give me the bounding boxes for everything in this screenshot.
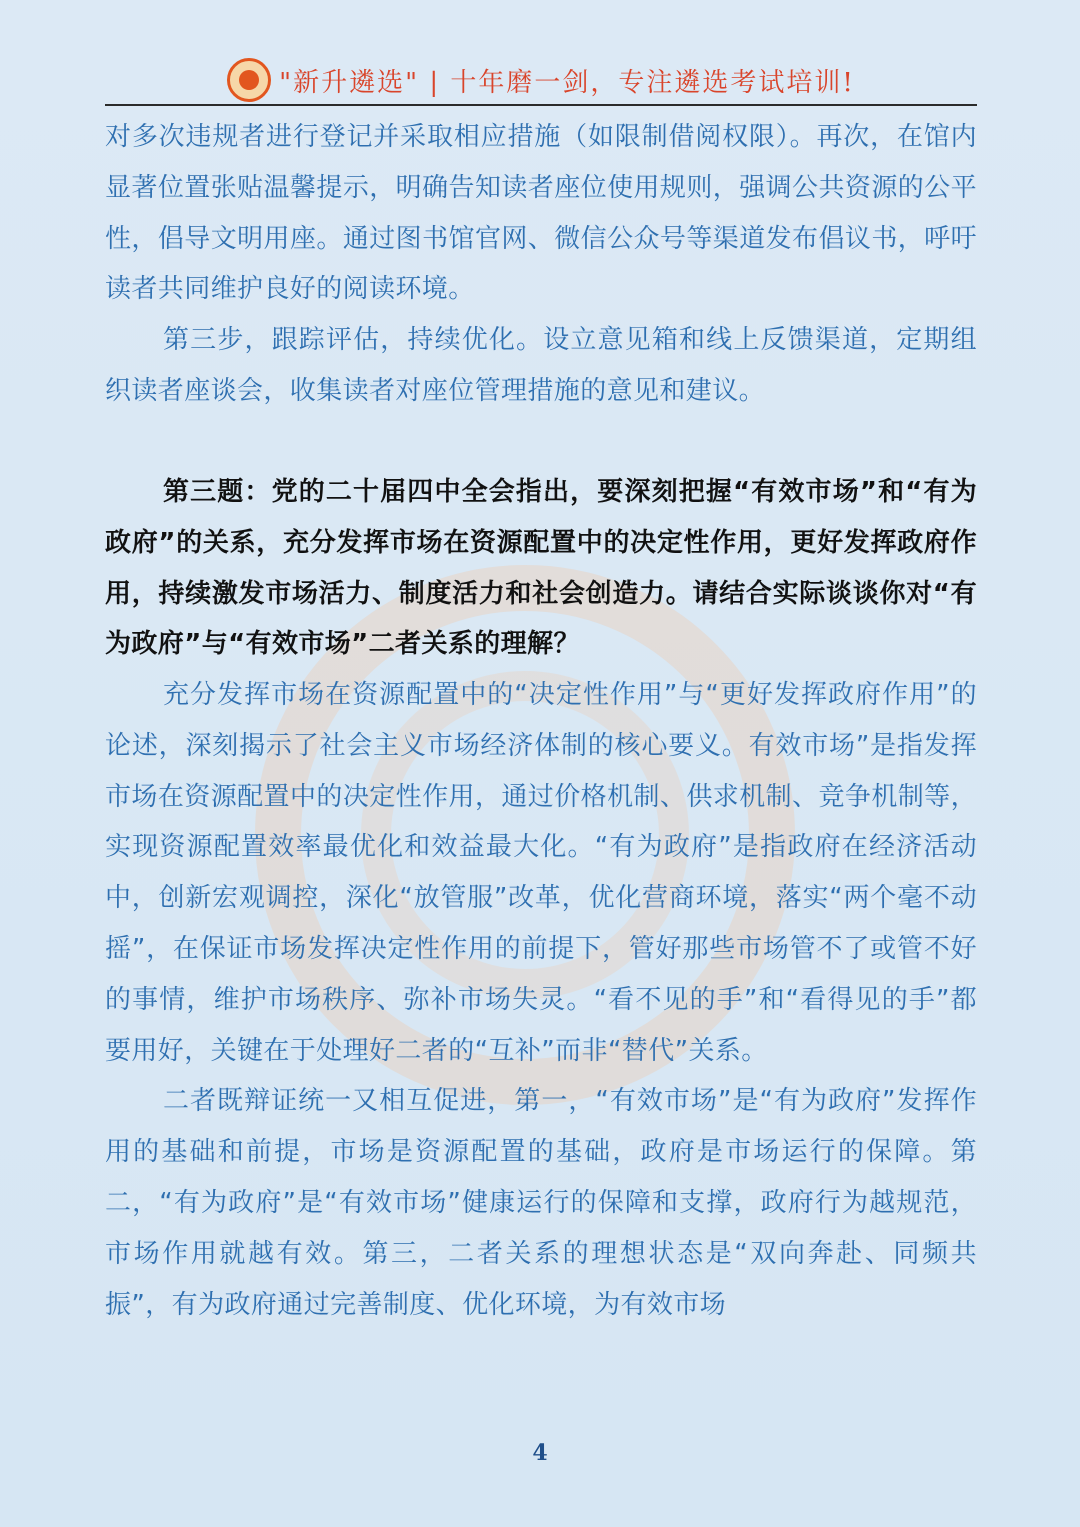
paragraph: 第三步，跟踪评估，持续优化。设立意见箱和线上反馈渠道，定期组织读者座谈会，收集读者对座位管理措施的意见和建议。 <box>105 325 977 406</box>
header-rule <box>105 104 977 106</box>
page-header <box>105 56 977 104</box>
paragraph: 二者既辩证统一又相互促进，第一，“有效市场”是“有为政府”发挥作用的基础和前提，市场是资源配置的基础，政府是市场运行的保障。第二，“有为政府”是“有效市场”健康运行的保障和支撑，政府行为越规范，市场作用就越有效。第三，二者关系的理想状态是“双向奔赴、同频共振”，有为政府通过完善制度、优化环境，为有效市场 <box>105 1086 977 1320</box>
answer-block <box>105 670 977 1330</box>
paragraph: 对多次违规者进行登记并采取相应措施（如限制借阅权限）。再次，在馆内显著位置张贴温馨提示，明确告知读者座位使用规则，强调公共资源的公平性，倡导文明用座。通过图书馆官网、微信公众号等渠道发布倡议书，呼吁读者共同维护良好的阅读环境。 <box>105 122 977 305</box>
paragraph-block-1 <box>105 112 977 417</box>
page-number: 4 <box>532 1440 548 1466</box>
paragraph: 充分发挥市场在资源配置中的“决定性作用”与“更好发挥政府作用”的论述，深刻揭示了社会主义市场经济体制的核心要义。有效市场”是指发挥市场在资源配置中的决定性作用，通过价格机制、供求机制、竞争机制等，实现资源配置效率最优化和效益最大化。“有为政府”是指政府在经济活动中，创新宏观调控，深化“放管服”改革，优化营商环境，落实“两个毫不动摇”，在保证市场发挥决定性作用的前提下，管好那些市场管不了或管不好的事情，维护市场秩序、弥补市场失灵。“看不见的手”和“看得见的手”都要用好，关键在于处理好二者的“互补”而非“替代”关系。 <box>105 680 977 1066</box>
logo-icon <box>227 58 271 102</box>
question-heading <box>105 467 977 670</box>
header-title: "新升遴选" | 十年磨一剑，专注遴选考试培训! <box>279 67 855 98</box>
question-text: 第三题：党的二十届四中全会指出，要深刻把握“有效市场”和“有为政府”的关系，充分发挥市场在资源配置中的决定性作用，更好发挥政府作用，持续激发市场活力、制度活力和社会创造力。请结合实际谈谈你对“有为政府”与“有效市场”二者关系的理解？ <box>105 477 977 660</box>
